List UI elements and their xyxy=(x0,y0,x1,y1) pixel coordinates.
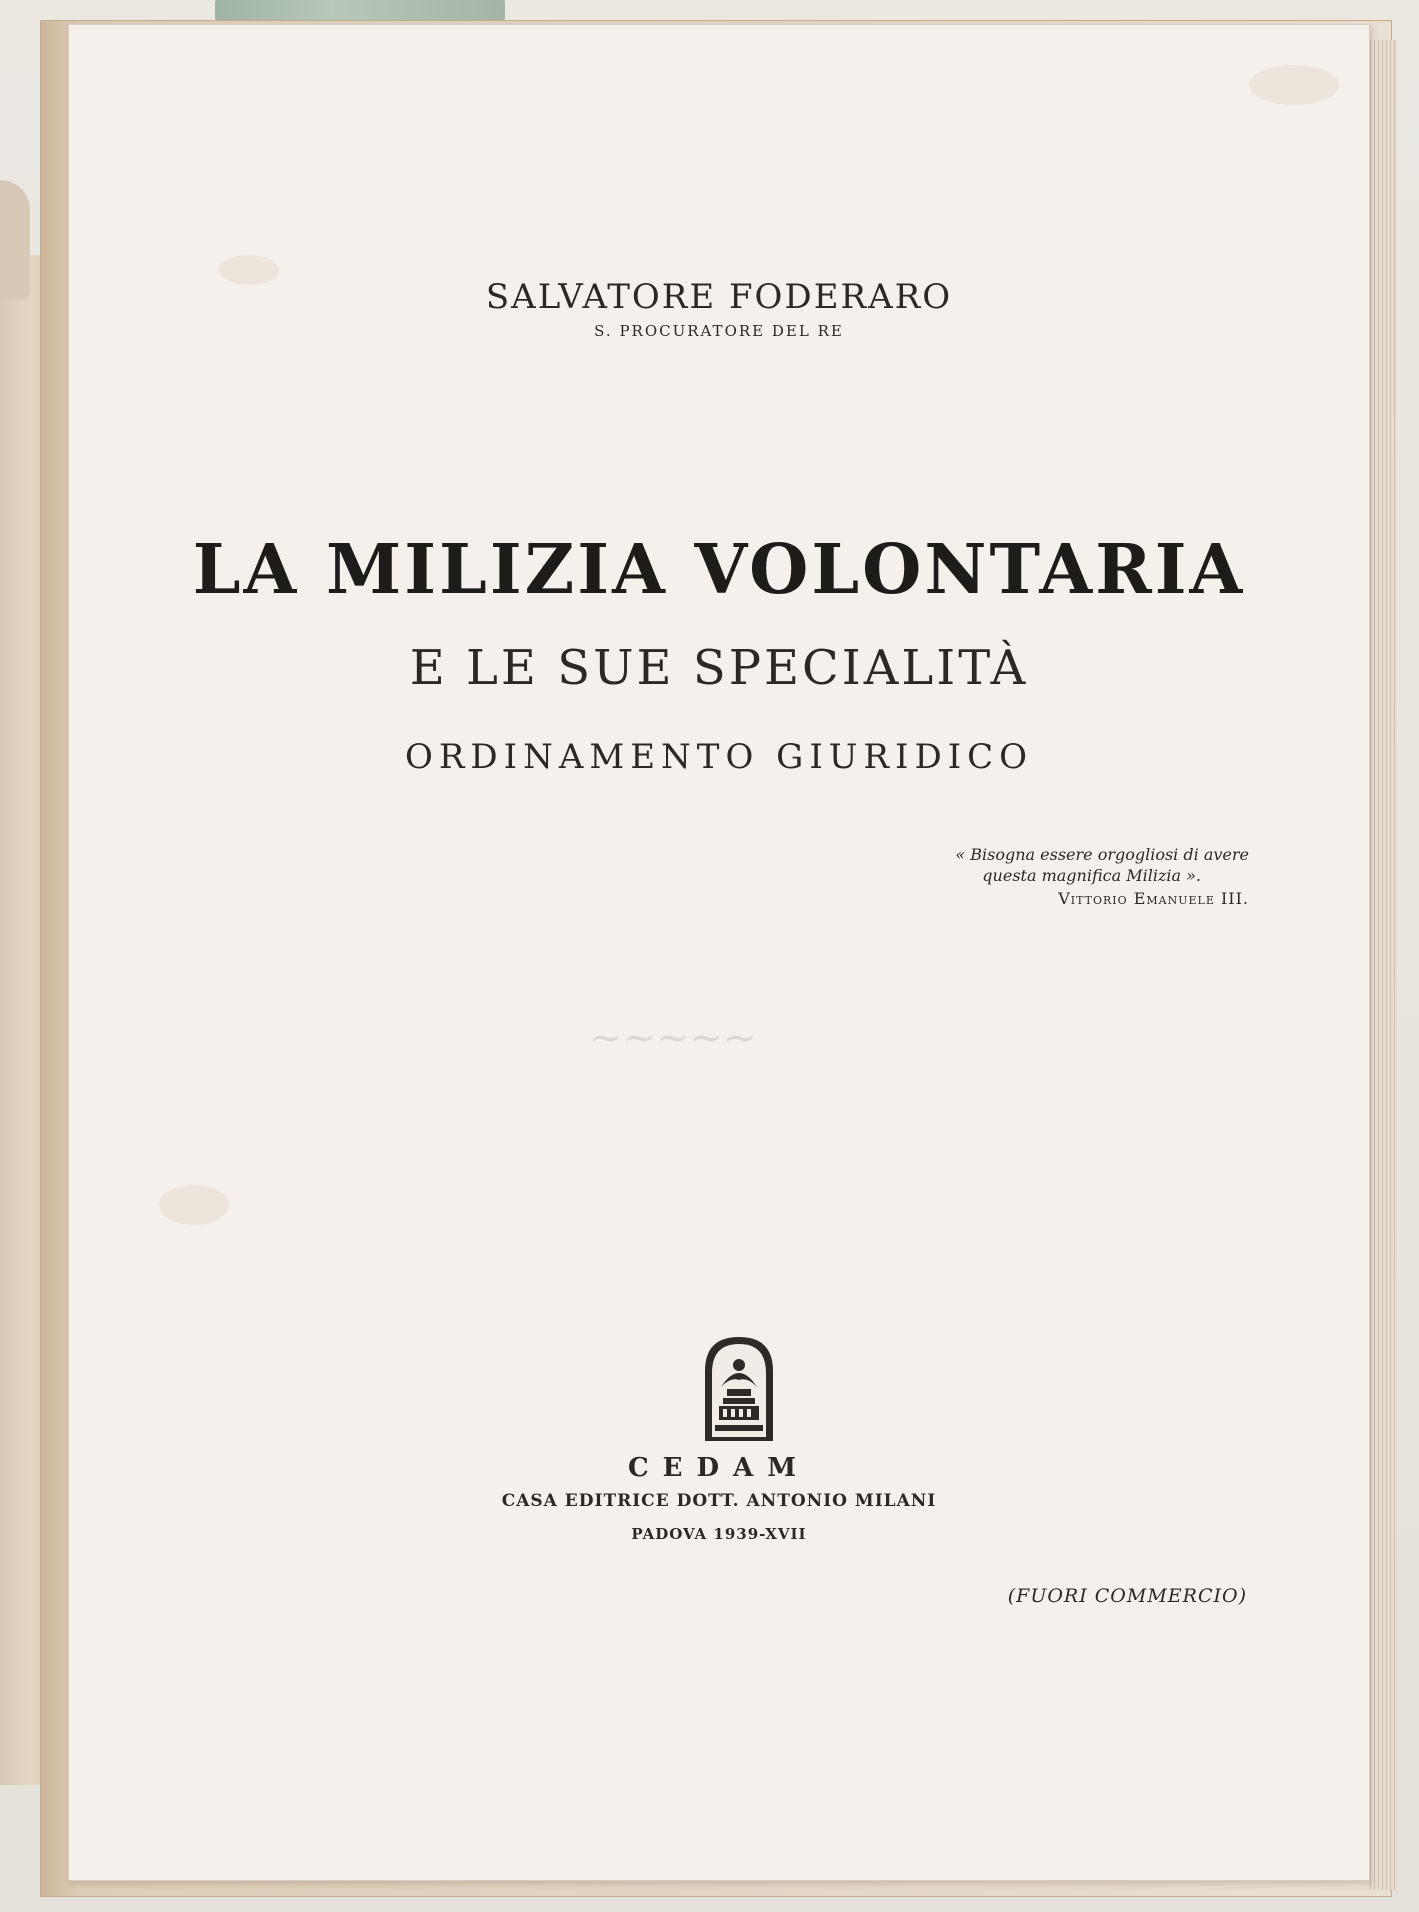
show-through-ink: ~~~~~ xyxy=(589,1015,757,1061)
publication-imprint: PADOVA 1939-XVII xyxy=(631,1525,807,1543)
publisher-emblem-icon xyxy=(699,1333,779,1443)
title-page xyxy=(68,24,1370,1881)
epigraph-line: « Bisogna essere orgogliosi di avere xyxy=(955,845,1249,864)
publisher-name: CEDAM xyxy=(627,1453,810,1483)
book-subsubtitle: ORDINAMENTO GIURIDICO xyxy=(404,737,1034,777)
commerce-note: (FUORI COMMERCIO) xyxy=(1007,1585,1247,1607)
epigraph-attribution: Vittorio Emanuele III. xyxy=(1058,889,1249,908)
top-tab-strip xyxy=(215,0,505,20)
book-title: LA MILIZIA VOLONTARIA xyxy=(192,530,1246,610)
author-role: S. PROCURATORE DEL RE xyxy=(594,322,844,340)
page-edges xyxy=(1367,40,1397,1890)
author-name: SALVATORE FODERARO xyxy=(485,277,953,317)
paper-stain xyxy=(1249,65,1339,105)
book-subtitle: E LE SUE SPECIALITÀ xyxy=(409,640,1029,696)
paper-stain xyxy=(159,1185,229,1225)
epigraph-line: questa magnifica Milizia ». xyxy=(982,866,1201,885)
publisher-full-name: CASA EDITRICE DOTT. ANTONIO MILANI xyxy=(501,1491,937,1511)
frayed-spine-edge xyxy=(0,180,30,300)
